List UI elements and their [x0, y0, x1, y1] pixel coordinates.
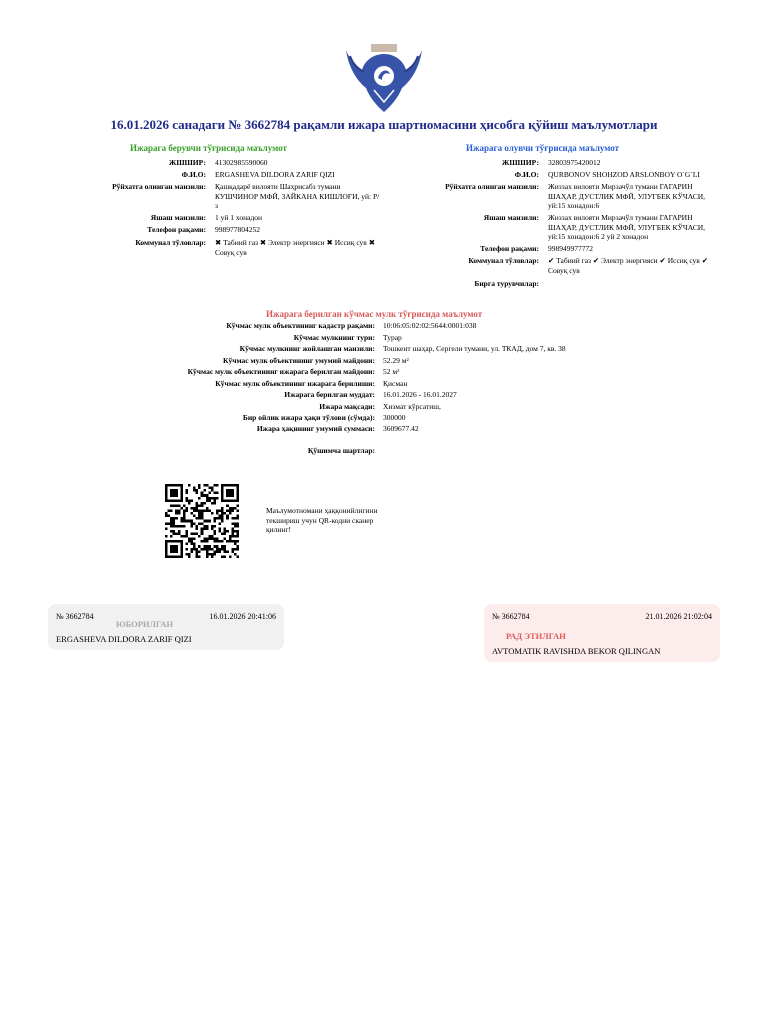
- lessor-reg-address-label: Рўйхатга олинган манзили:: [112, 182, 206, 191]
- lessee-live-address-label: Яшаш манзили:: [483, 213, 539, 222]
- property-cadastre-label: Кўчмас мулк объектининг кадастр рақами:: [226, 321, 375, 330]
- lessee-cohabitants-label: Бирга турувчилар:: [474, 279, 539, 288]
- property-rent-mode-value: Қисман: [383, 379, 408, 388]
- lessee-fio-label: Ф.И.О:: [514, 170, 539, 179]
- property-rented-area-value: 52 м²: [383, 367, 400, 376]
- property-total-area-label: Кўчмас мулк объектининг умумий майдони:: [223, 356, 375, 365]
- lessor-live-address-label: Яшаш манзили:: [150, 213, 206, 222]
- lessor-utilities-value: ✖ Табиий газ ✖ Электр энергияси ✖ Иссиқ сув ✖ Совуқ сув: [215, 238, 375, 257]
- lessee-phone-label: Телефон рақами:: [480, 244, 539, 253]
- lessee-live-address-value: Жиззах вилояти Мирзачўл тумани ГАГАРИН ШАҲАР, ДУСТЛИК МФЙ, УЛУГБЕК КЎЧАСИ, уй:15 хонадон:6 2 уй 2 хонадон: [548, 213, 706, 241]
- property-address-label: Кўчмас мулкнинг жойлашган манзили:: [239, 344, 375, 353]
- lessee-phone-value: 998949977772: [548, 244, 593, 253]
- lessor-pinfl-label: ЖШШИР:: [168, 158, 206, 167]
- lessor-heading: Ижарага берувчи тўғрисида маълумот: [130, 143, 287, 153]
- rejected-card-datetime: 21.01.2026 21:02:04: [645, 612, 712, 621]
- lessor-fio-value: ERGASHEVA DILDORA ZARIF QIZI: [215, 170, 335, 179]
- property-extra-terms-label: Қўшимча шартлар:: [307, 446, 375, 455]
- lessee-heading: Ижарага олувчи тўғрисида маълумот: [466, 143, 620, 153]
- property-purpose-label: Ижара мақсади:: [319, 402, 375, 411]
- emblem-logo: [344, 42, 424, 114]
- document-title: 16.01.2026 санадаги № 3662784 рақамли ижара шартномасини ҳисобга қўйиш маълумотлари: [110, 117, 658, 132]
- rejected-card-name: AVTOMATIK RAVISHDA BEKOR QILINGAN: [492, 646, 661, 656]
- property-total-sum-value: 3609677.42: [383, 424, 419, 433]
- property-term-label: Ижарага берилган муддат:: [284, 390, 375, 399]
- sent-status-label: ЮБОРИЛГАН: [116, 619, 174, 629]
- property-total-sum-label: Ижара ҳақининг умумий суммаси:: [256, 424, 375, 433]
- sent-card-number: № 3662784: [56, 612, 94, 621]
- rejected-card-number: № 3662784: [492, 612, 530, 621]
- property-purpose-value: Хизмат кўрсатиш,: [383, 402, 441, 411]
- property-rented-area-label: Кўчмас мулк объектининг ижарага берилган майдони:: [187, 367, 375, 376]
- property-heading: Ижарага берилган кўчмас мулк тўғрисида маълумот: [266, 309, 483, 319]
- property-address-value: Тошкент шаҳар, Сергели тумани, ул. ТКАД, дом 7, кв. 38: [383, 344, 566, 353]
- lessee-pinfl-value: 32803975420012: [548, 158, 601, 167]
- lessor-phone-label: Телефон рақами:: [147, 225, 206, 234]
- lessor-live-address-value: 1 уй 1 хонадон: [215, 213, 263, 222]
- lessee-utilities-value: ✔ Табиий газ ✔ Электр энергияси ✔ Иссиқ сув ✔ Совуқ сув: [548, 256, 708, 275]
- property-term-value: 16.01.2026 - 16.01.2027: [383, 390, 457, 399]
- sent-status-card: [48, 604, 284, 650]
- qr-caption: Маълумотномани ҳаққонийлигини текшириш учун QR-кодни сканер қилинг!: [266, 506, 378, 534]
- lessee-reg-address-label: Рўйхатга олинган манзили:: [445, 182, 539, 191]
- sent-card-name: ERGASHEVA DILDORA ZARIF QIZI: [56, 634, 192, 644]
- property-monthly-rent-label: Бир ойлик ижара ҳақи тўлови (сўмда):: [242, 413, 375, 422]
- qr-code[interactable]: [163, 484, 241, 558]
- property-type-value: Турар: [383, 333, 402, 342]
- property-total-area-value: 52.29 м²: [383, 356, 409, 365]
- lessee-utilities-label: Коммунал тўловлар:: [468, 256, 539, 265]
- rejected-status-card: [484, 604, 720, 662]
- lessor-reg-address-value: Қашқадарё вилояти Шаҳрисабз тумани КУШЧИНОР МФЙ, ЗАЙКАНА КИШЛОҒИ, уй: Р/з: [215, 182, 380, 210]
- property-cadastre-value: 10:06:05:02:02:5644:0001:038: [383, 321, 477, 330]
- lessee-pinfl-label: ЖШШИР:: [501, 158, 539, 167]
- lessee-fio-value: QURBONOV SHOHZOD ARSLONBOY O`G`LI: [548, 170, 700, 179]
- lessor-utilities-label: Коммунал тўловлар:: [135, 238, 206, 247]
- lessor-pinfl-value: 41302985590060: [215, 158, 268, 167]
- rejected-status-label: РАД ЭТИЛГАН: [506, 631, 566, 641]
- property-type-label: Кўчмас мулкнинг тури:: [293, 333, 375, 342]
- property-monthly-rent-value: 300000: [383, 413, 406, 422]
- lessee-reg-address-value: Жиззах вилояти Мирзачўл тумани ГАГАРИН ШАҲАР, ДУСТЛИК МФЙ, УЛУГБЕК КЎЧАСИ, уй:15 хонадон:6: [548, 182, 706, 210]
- sent-card-datetime: 16.01.2026 20:41:06: [209, 612, 276, 621]
- lessor-phone-value: 998977804252: [215, 225, 260, 234]
- property-rent-mode-label: Кўчмас мулк объектининг ижарага берилиши:: [215, 379, 375, 388]
- lessor-fio-label: Ф.И.О:: [181, 170, 206, 179]
